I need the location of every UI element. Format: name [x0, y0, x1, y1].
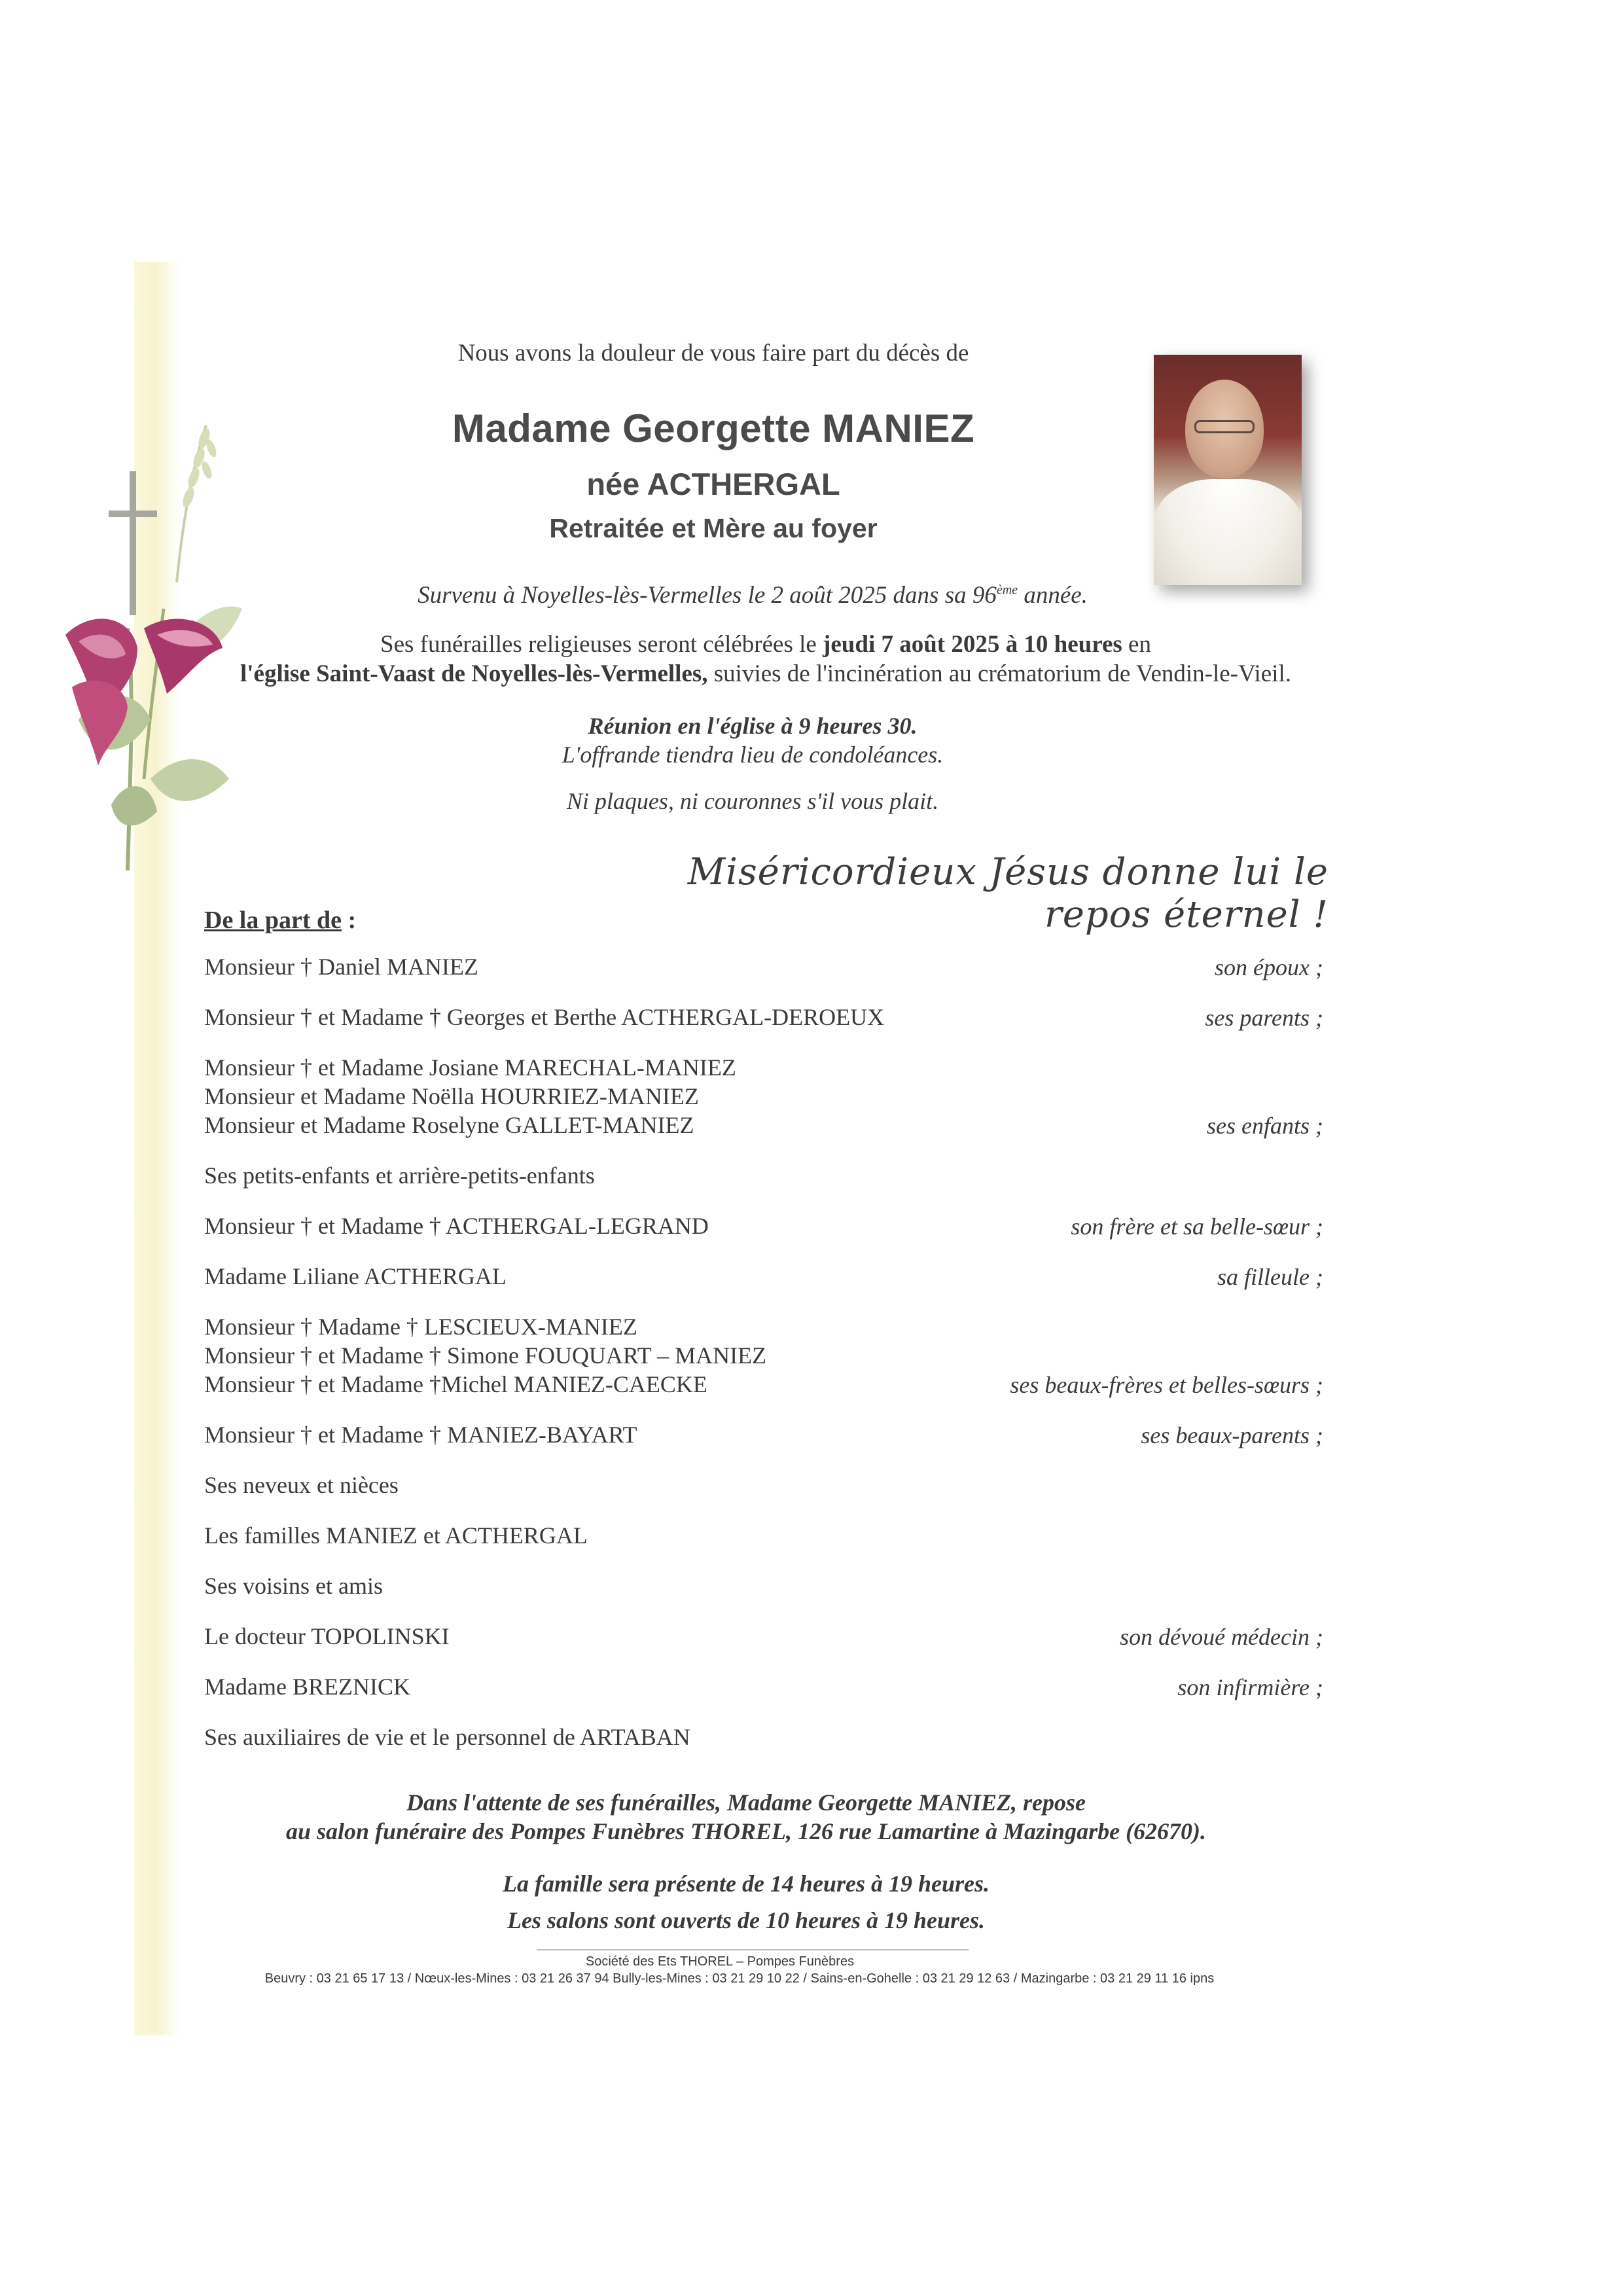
deceased-name: Madame Georgette MANIEZ: [452, 406, 975, 450]
family-row: Ses voisins et amis: [204, 1573, 383, 1599]
maiden-name: née ACTHERGAL: [586, 467, 840, 501]
reunion-note: Réunion en l'église à 9 heures 30.: [588, 713, 918, 739]
no-flowers-note: Ni plaques, ni couronnes s'il vous plait.: [566, 788, 939, 814]
relation-label: sa filleule ;: [1217, 1264, 1323, 1290]
family-row: Ses neveux et nièces: [204, 1472, 399, 1498]
relation-label: son infirmière ;: [1177, 1674, 1323, 1700]
visiting-hours: La famille sera présente de 14 heures à 19 heures. Les salons sont ouverts de 10 heures à 19 heures.: [503, 1871, 990, 1933]
prayer-script: Miséricordieux Jésus donne lui le repos éternel !: [687, 851, 1329, 936]
repose-note: Dans l'attente de ses funérailles, Madame Georgette MANIEZ, repose au salon funéraire des Pompes Funèbres THOREL, 126 rue Lamartine à Mazingarbe (62670).: [285, 1789, 1207, 1844]
relation-label: ses beaux-frères et belles-sœurs ;: [1010, 1372, 1323, 1398]
flower-icon: [65, 619, 223, 766]
family-row: Les familles MANIEZ et ACTHERGAL: [204, 1522, 588, 1549]
relation-label: ses enfants ;: [1207, 1113, 1323, 1139]
footer-phone-numbers: Beuvry : 03 21 65 17 13 / Nœux-les-Mines : 03 21 26 37 94 Bully-les-Mines : 03 21 29 10 22 / Sains-en-Gohelle : 03 21 29 12 63 / Mazingarbe : 03 21 29 11 16 ipns: [264, 1971, 1215, 1986]
relation-label: son frère et sa belle-sœur ;: [1071, 1213, 1323, 1240]
funeral-details-line-2: l'église Saint-Vaast de Noyelles-lès-Vermelles, suivies de l'incinération au crématorium de Vendin-le-Vieil.: [240, 660, 1292, 687]
footer-company: Société des Ets THOREL – Pompes Funèbres: [585, 1954, 855, 1969]
family-row: Monsieur † et Madame † ACTHERGAL-LEGRAND son frère et sa belle-sœur ;: [204, 1213, 1323, 1240]
relation-label: son époux ;: [1215, 954, 1323, 980]
cross-icon: [109, 471, 157, 615]
family-row: Le docteur TOPOLINSKI son dévoué médecin ;: [204, 1623, 1323, 1650]
family-header: De la part de :: [204, 906, 357, 934]
family-row: Monsieur † Daniel MANIEZ son époux ;: [204, 954, 1323, 980]
family-row: Ses auxiliaires de vie et le personnel de ARTABAN: [204, 1724, 690, 1750]
occupation: Retraitée et Mère au foyer: [549, 513, 878, 543]
family-row: Madame Liliane ACTHERGAL sa filleule ;: [204, 1263, 1323, 1290]
family-row: Monsieur † et Madame † MANIEZ-BAYART ses beaux-parents ;: [204, 1422, 1323, 1448]
portrait-photo: [1154, 355, 1302, 585]
family-row: Monsieur † Madame † LESCIEUX-MANIEZ Monsieur † et Madame † Simone FOUQUART – MANIEZ Monsieur † et Madame †Michel MANIEZ-CAECKE ses beaux-frères et belles-sœurs ;: [204, 1314, 1323, 1398]
relation-label: ses parents ;: [1205, 1005, 1323, 1031]
family-row: Ses petits-enfants et arrière-petits-enfants: [204, 1162, 595, 1189]
relation-label: ses beaux-parents ;: [1141, 1422, 1323, 1448]
family-row: Monsieur † et Madame Josiane MARECHAL-MANIEZ Monsieur et Madame Noëlla HOURRIEZ-MANIEZ Monsieur et Madame Roselyne GALLET-MANIEZ ses enfants ;: [204, 1054, 1323, 1139]
family-row: Madame BREZNICK son infirmière ;: [204, 1674, 1323, 1700]
offering-note: L'offrande tiendra lieu de condoléances.: [562, 742, 944, 768]
footer-divider: [537, 1949, 969, 1950]
death-notice-line: Survenu à Noyelles-lès-Vermelles le 2 août 2025 dans sa 96ème année.: [418, 582, 1088, 609]
funeral-details-line-1: Ses funérailles religieuses seront célébrées le jeudi 7 août 2025 à 10 heures en: [380, 631, 1151, 658]
intro-text: Nous avons la douleur de vous faire part du décès de: [457, 340, 969, 367]
family-row: Monsieur † et Madame † Georges et Berthe ACTHERGAL-DEROEUX ses parents ;: [204, 1004, 1323, 1031]
relation-label: son dévoué médecin ;: [1120, 1624, 1323, 1650]
